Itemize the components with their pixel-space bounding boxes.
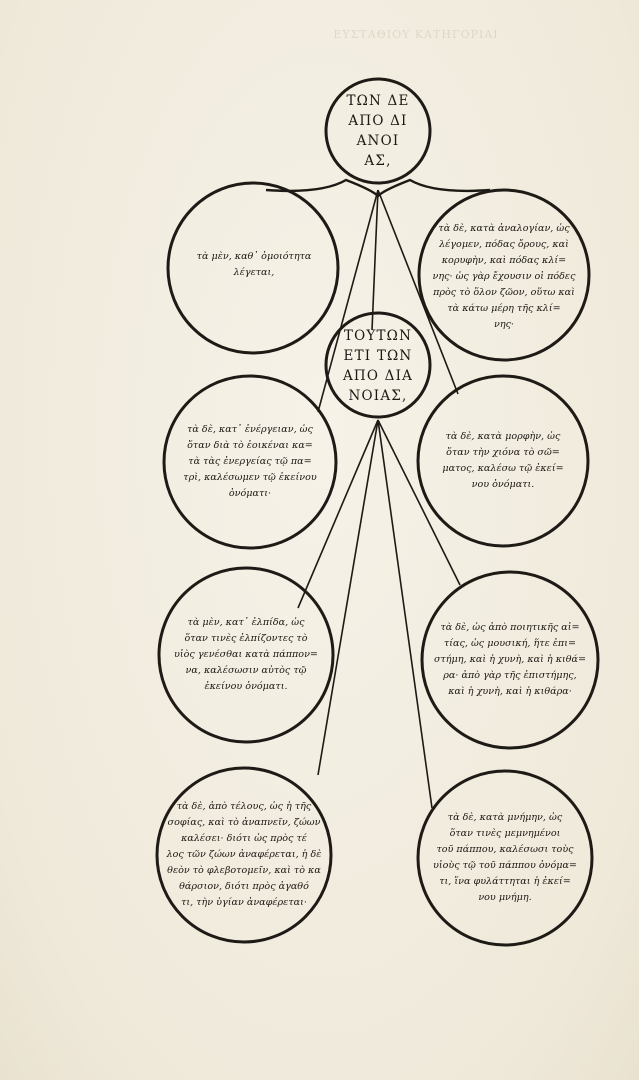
right-mid-label: τὰ δὲ, κατὰ μορφὴν, ὡς ὅταν τὴν χιόνα τὸ σῶ= ματος, καλέσω τῷ ἐκεί= νου ὀνόματι. — [442, 431, 564, 490]
left-top-node — [176, 200, 332, 330]
right-top-node — [428, 202, 580, 352]
right-mid-node — [426, 400, 580, 522]
connector-middle-right-bottom — [378, 420, 432, 808]
left-bottom-node — [162, 790, 326, 920]
right-low-label: τὰ δὲ, ὡς ἀπὸ ποιητικῆς αἰ= τίας, ὡς μουσική, ἥτε ἐπι= στήμη, καὶ ἡ χυνὴ, καὶ ἡ κιθά= ρα· ἀπὸ γὰρ τῆς ἐπιστήμης, καὶ ἡ χυνὴ, καὶ ἡ κιθάρα· — [433, 622, 587, 697]
left-top-label: τὰ μὲν, καθ᾽ ὁμοιότητα λέγεται, — [196, 251, 312, 278]
right-bottom-node — [428, 792, 582, 924]
root-label: ΤΩΝ ΔΕ ΑΠΟ ΔΙ ΑΝΟΙ ΑΣ, — [346, 93, 410, 169]
root-node — [326, 81, 430, 181]
left-low-label: τὰ μὲν, κατ᾽ ἐλπίδα, ὡς ὅταν τινὲς ἐλπίζοντες τὸ υἱὸς γενέσθαι κατὰ πάππον= να, καλέσωσιν αὐτὸς τῷ ἐκείνου ὀνόματι. — [174, 617, 318, 692]
left-bottom-label: τὰ δὲ, ἀπὸ τέλους, ὡς ἡ τῆς σοφίας, καὶ τὸ ἀναπνεῖν, ζώων καλέσει· διότι ὡς πρὸς τέ λος τῶν ζώων ἀναφέρεται, ἡ δὲ θεὸν τὸ φλεβοτομεῖν, καὶ τὸ κα θάρσιον, διότι πρὸς ἀγαθό τι, τὴν ὑγίαν ἀναφέρεται· — [166, 801, 322, 908]
left-mid-label: τὰ δὲ, κατ᾽ ἐνέργειαν, ὡς ὅταν διὰ τὸ ἐοικέναι κα= τὰ τὰς ἐνεργείας τῷ πα= τρὶ, καλέσωμεν τῷ ἐκείνου ὀνόματι· — [183, 424, 317, 499]
left-low-node — [168, 590, 324, 720]
middle-label: ΤΟΥΤΩΝ ΕΤΙ ΤΩΝ ΑΠΟ ΔΙΑ ΝΟΙΑΣ, — [342, 328, 414, 404]
right-low-node — [432, 594, 588, 726]
right-top-label: τὰ δὲ, κατὰ ἀναλογίαν, ὡς λέγομεν, πόδας ὄρους, καὶ κορυφὴν, καὶ πόδας κλί= νης· ὡς γὰρ ἔχουσιν οἱ πόδες πρὸς τὸ ὅλον ζῶον, οὕτω καὶ τὰ κάτω μέρη τῆς κλί= νης· — [432, 223, 576, 330]
running-head: ΕΥΣΤΑΘΙΟΥ ΚΑΤΗΓΟΡΙΑΙ — [333, 28, 499, 41]
left-mid-node — [172, 395, 328, 529]
right-bottom-label: τὰ δὲ, κατὰ μνήμην, ὡς ὅταν τινὲς μεμνημένοι τοῦ πάππου, καλέσωσι τοὺς υἱοὺς τῷ τοῦ πάππου ὀνόμα= τι, ἵνα φυλάττηται ἡ ἐκεί= νου μνήμη. — [433, 812, 577, 903]
middle-node — [326, 316, 430, 416]
